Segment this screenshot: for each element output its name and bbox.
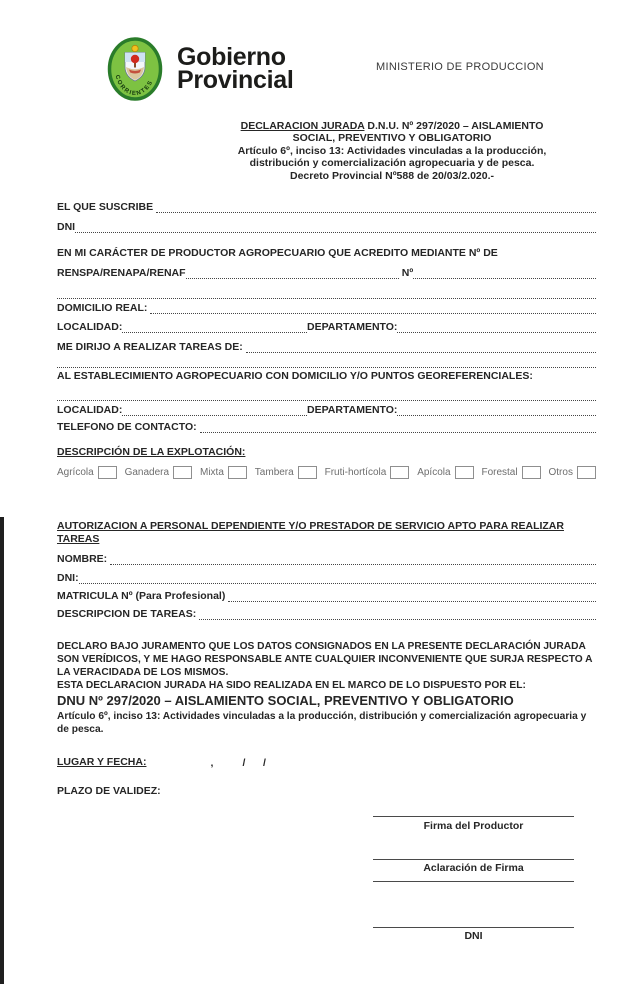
fecha-placeholder[interactable]: , / / [210,757,266,769]
signature-label-dni: DNI [464,930,483,942]
title-block [180,120,604,182]
establecimiento-input-line[interactable] [57,400,596,401]
signature-line-dni[interactable] [373,927,574,928]
checkbox-box-fruti-horticola[interactable] [390,466,409,479]
autorizacion-heading-text: AUTORIZACION A PERSONAL DEPENDIENTE Y/O PRESTADOR DE SERVICIO APTO PARA REALIZAR TAREAS [57,520,564,545]
field-label-localidad-1: LOCALIDAD: [57,321,123,333]
field-renspa [57,267,596,280]
autorizacion-heading [57,520,596,546]
matricula-input-line[interactable] [228,601,596,602]
line-caracter [57,247,596,260]
checkbox-box-agricola[interactable] [98,466,117,479]
checkbox-label-fruti-horticola: Fruti-hortícola [324,467,387,478]
field-matricula [57,590,596,603]
field-label-dni-autorizado: DNI: [57,572,79,584]
lugar-fecha-label: LUGAR Y FECHA: [57,756,147,768]
checkbox-box-ganadera[interactable] [173,466,192,479]
suscribe-input-line[interactable] [156,212,596,213]
field-label-suscribe: EL QUE SUSCRIBE [57,201,156,213]
dni-autorizado-input-line[interactable] [79,583,596,584]
checkbox-otros [549,466,596,479]
descripcion-tareas-input-line[interactable] [199,619,596,620]
checkbox-label-forestal: Forestal [481,467,518,478]
declaration-p1: DECLARO BAJO JURAMENTO QUE LOS DATOS CONSIGNADOS EN LA PRESENTE DECLARACIÓN JURADA SON VERÍDICOS, Y ME HAGO RESPONSABLE ANTE CUALQUIER INCONVENIENTE QUE SURJA RESPECTO A LA VERACIDADA DE LOS MISMOS. [57,641,593,678]
checkbox-box-tambera[interactable] [298,466,317,479]
checkbox-box-mixta[interactable] [228,466,247,479]
field-telefono [57,421,596,434]
signature-line-producer[interactable] [373,816,574,817]
checkbox-box-otros[interactable] [577,466,596,479]
field-plazo-validez [57,785,596,798]
brand-line1: Gobierno [177,43,286,71]
localidad-1-input-line[interactable] [122,332,307,333]
field-renspa-continuation [57,287,596,300]
brand-line2: Provincial [177,66,294,94]
field-tareas [57,341,596,354]
nombre-input-line[interactable] [110,564,596,565]
renspa-continuation-line[interactable] [57,298,596,299]
field-label-renspa-num: Nº [398,267,414,279]
departamento-1-input-line[interactable] [397,332,596,333]
field-domicilio-real [57,302,596,315]
checkbox-box-apicola[interactable] [455,466,474,479]
checkbox-label-otros: Otros [548,467,573,478]
title-line4: distribución y comercialización agropecuaria y de pesca. [249,157,535,170]
title-line3: Artículo 6º, inciso 13: Actividades vinculadas a la producción, [237,144,547,157]
telefono-input-line[interactable] [200,432,596,433]
field-lugar-fecha [57,755,596,769]
field-label-dni: DNI [57,221,76,233]
dni-input-line[interactable] [75,232,596,233]
signature-label-clarification: Aclaración de Firma [423,862,524,874]
field-label-departamento-1: DEPARTAMENTO: [307,321,398,333]
field-label-renspa: RENSPA/RENAPA/RENAF [57,267,186,279]
signature-line-clarification-2[interactable] [373,881,574,882]
field-tareas-continuation [57,356,596,369]
renspa-input-line[interactable] [186,278,399,279]
field-label-domicilio: DOMICILIO REAL: [57,302,151,314]
explotacion-checkbox-row [57,466,596,479]
tareas-continuation-line[interactable] [57,367,596,368]
checkbox-label-ganadera: Ganadera [124,467,170,478]
field-localidad-1 [57,321,596,334]
checkbox-mixta [200,466,247,479]
corrientes-provincial-logo [107,36,163,102]
localidad-2-input-line[interactable] [122,415,307,416]
title-line1 [180,120,604,132]
title-line1-rest: D.N.U. Nº 297/2020 – AISLAMIENTO [364,120,544,132]
field-establecimiento-line [57,389,596,402]
brand-title [177,43,294,94]
checkbox-forestal [481,466,540,479]
title-line2: SOCIAL, PREVENTIVO Y OBLIGATORIO [292,132,492,145]
tareas-input-line[interactable] [246,352,596,353]
declaration-articulo: Artículo 6º, inciso 13: Actividades vinculadas a la producción, distribución y comercialización agropecuaria y de pesca. [57,711,587,735]
checkbox-ganadera [125,466,192,479]
checkbox-label-mixta: Mixta [199,467,224,478]
checkbox-label-agricola: Agrícola [57,467,94,478]
field-dni-autorizado [57,572,596,585]
establecimiento-text: AL ESTABLECIMIENTO AGROPECUARIO CON DOMICILIO Y/O PUNTOS GEOREFERENCIALES: [57,370,533,382]
declaration-dnu-line: DNU Nº 297/2020 – AISLAMIENTO SOCIAL, PREVENTIVO Y OBLIGATORIO [57,693,514,708]
field-localidad-2 [57,404,596,417]
explotacion-heading: DESCRIPCIÓN DE LA EXPLOTACIÓN: [57,446,246,458]
renspa-num-input-line[interactable] [413,278,596,279]
declaration-block [57,640,598,736]
logo-tree-icon [131,55,139,63]
checkbox-box-forestal[interactable] [522,466,541,479]
field-nombre [57,553,596,566]
title-line1-underlined: DECLARACION JURADA [240,120,365,132]
field-label-localidad-2: LOCALIDAD: [57,404,123,416]
logo-sun-icon [132,45,138,51]
field-descripcion-tareas [57,608,596,621]
field-el-que-suscribe [57,201,596,214]
declaration-p2: ESTA DECLARACION JURADA HA SIDO REALIZADA EN EL MARCO DE LO DISPUESTO POR EL: [57,680,526,691]
checkbox-apicola [417,466,473,479]
field-label-descripcion-tareas: DESCRIPCION DE TAREAS: [57,608,200,620]
line-establecimiento [57,370,596,383]
ministry-label: MINISTERIO DE PRODUCCION [376,61,544,73]
signature-line-clarification[interactable] [373,859,574,860]
title-line5: Decreto Provincial Nº588 de 20/03/2.020.- [289,169,495,182]
signature-label-producer: Firma del Productor [423,820,524,832]
domicilio-input-line[interactable] [150,313,596,314]
departamento-2-input-line[interactable] [397,415,596,416]
logo-ring-text: CORRIENTES [113,74,155,98]
checkbox-agricola [57,466,117,479]
caracter-text: EN MI CARÁCTER DE PRODUCTOR AGROPECUARIO QUE ACREDITO MEDIANTE Nº DE [57,247,498,259]
field-label-telefono: TELEFONO DE CONTACTO: [57,421,200,433]
field-label-nombre: NOMBRE: [57,553,111,565]
field-label-matricula: MATRICULA Nº (Para Profesional) [57,590,229,602]
checkbox-label-tambera: Tambera [254,467,294,478]
checkbox-tambera [255,466,317,479]
field-label-departamento-2: DEPARTAMENTO: [307,404,398,416]
scan-artifact-line [0,517,4,984]
plazo-validez-label: PLAZO DE VALIDEZ: [57,785,161,797]
field-dni [57,221,596,234]
checkbox-label-apicola: Apícola [417,467,451,478]
field-label-tareas: ME DIRIJO A REALIZAR TAREAS DE: [57,341,246,353]
checkbox-fruti-horticola [325,466,410,479]
